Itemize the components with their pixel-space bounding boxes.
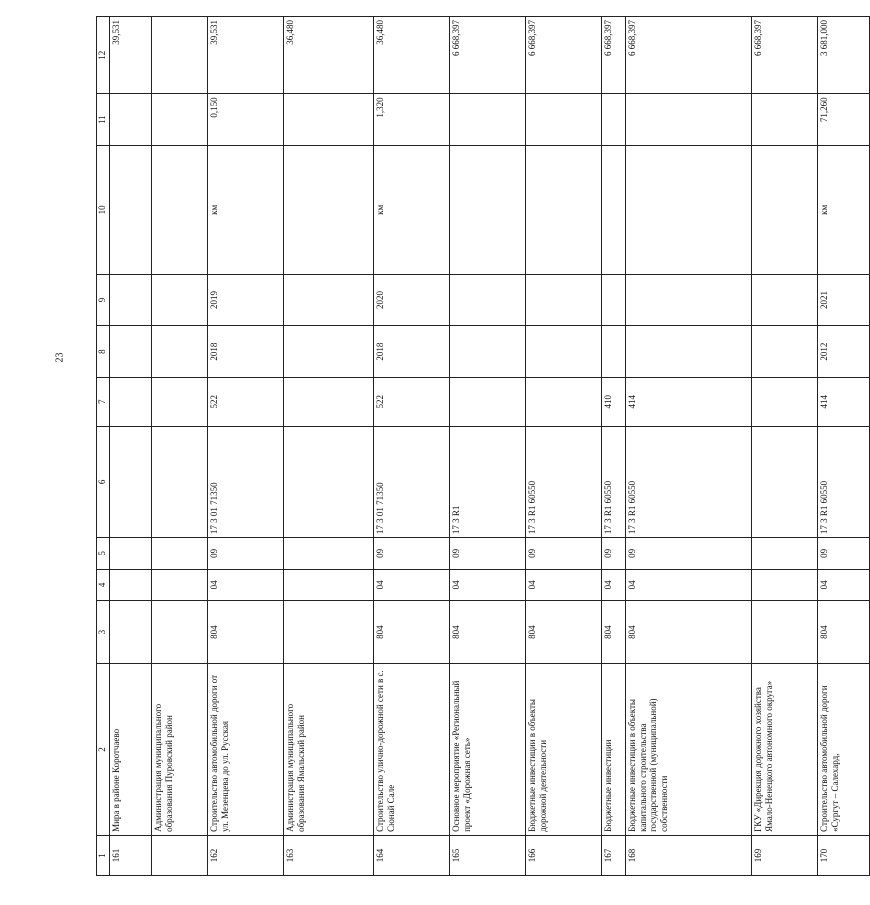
row-name: Строительство улично-дорожной сети в с. Сюнай Сале [374, 664, 450, 836]
col-9 [602, 274, 626, 326]
table-row [110, 17, 152, 876]
row-number: 167 [602, 835, 626, 875]
col-3: 804 [626, 601, 752, 664]
col-10 [602, 145, 626, 274]
col-11: 1,320 [374, 94, 450, 146]
col-9 [526, 274, 602, 326]
header-cell: 4 [97, 569, 110, 600]
col-5: 09 [602, 538, 626, 569]
col-10: км [374, 145, 450, 274]
col-3: 804 [818, 601, 870, 664]
row-name: Бюджетные инвестиции [602, 664, 626, 836]
col-6: 17 3 R1 60550 [626, 426, 752, 538]
col-7 [152, 377, 208, 426]
col-4: 04 [526, 569, 602, 600]
col-9 [626, 274, 752, 326]
header-cell: 12 [97, 17, 110, 94]
header-cell: 10 [97, 145, 110, 274]
col-9: 2021 [818, 274, 870, 326]
col-5 [152, 538, 208, 569]
row-name: Администрация муниципального образования Ямальский район [284, 664, 374, 836]
col-12: 36,480 [284, 17, 374, 94]
col-6 [110, 426, 152, 538]
col-7 [526, 377, 602, 426]
table-row [818, 17, 870, 876]
row-name: Бюджетные инвестиции в объекты дорожной деятельности [526, 664, 602, 836]
col-11: 0,150 [208, 94, 284, 146]
col-12: 6 668,397 [526, 17, 602, 94]
col-3: 804 [374, 601, 450, 664]
table-row [284, 17, 374, 876]
row-number: 166 [526, 835, 602, 875]
col-6: 17 3 01 71350 [208, 426, 284, 538]
col-12: 6 668,397 [626, 17, 752, 94]
col-3 [284, 601, 374, 664]
col-7: 410 [602, 377, 626, 426]
col-11 [284, 94, 374, 146]
header-cell: 3 [97, 601, 110, 664]
header-row [97, 17, 110, 876]
header-cell: 1 [97, 835, 110, 875]
header-cell: 11 [97, 94, 110, 146]
col-8 [752, 326, 818, 378]
col-12: 6 668,397 [752, 17, 818, 94]
table-row [152, 17, 208, 876]
col-5: 09 [374, 538, 450, 569]
row-number: 170 [818, 835, 870, 875]
col-12: 36,480 [374, 17, 450, 94]
col-4: 04 [602, 569, 626, 600]
col-8: 2018 [374, 326, 450, 378]
col-9: 2020 [374, 274, 450, 326]
row-name: Строительство автомобильной дороги «Сургут – Салехард, [818, 664, 870, 836]
col-9: 2019 [208, 274, 284, 326]
col-7 [450, 377, 526, 426]
col-10 [450, 145, 526, 274]
col-10 [752, 145, 818, 274]
col-4: 04 [374, 569, 450, 600]
col-11 [526, 94, 602, 146]
col-12: 39,531 [110, 17, 152, 94]
col-8 [450, 326, 526, 378]
col-8: 2012 [818, 326, 870, 378]
col-5: 09 [450, 538, 526, 569]
col-3 [752, 601, 818, 664]
col-5: 09 [208, 538, 284, 569]
row-name: Бюджетные инвестиции в объекты капитального строительства государственной (муниципальной) собственности [626, 664, 752, 836]
col-8 [626, 326, 752, 378]
table-row [450, 17, 526, 876]
col-9 [152, 274, 208, 326]
table-row [374, 17, 450, 876]
table-body [110, 17, 870, 876]
col-7: 414 [818, 377, 870, 426]
col-11 [110, 94, 152, 146]
col-12: 39,531 [208, 17, 284, 94]
col-3: 804 [526, 601, 602, 664]
header-cell: 7 [97, 377, 110, 426]
col-9 [284, 274, 374, 326]
col-6: 17 3 R1 60550 [526, 426, 602, 538]
col-10 [110, 145, 152, 274]
col-4: 04 [818, 569, 870, 600]
col-4 [152, 569, 208, 600]
col-6: 17 3 R1 60550 [602, 426, 626, 538]
col-8 [152, 326, 208, 378]
header-cell: 9 [97, 274, 110, 326]
budget-table [96, 16, 870, 876]
col-3 [152, 601, 208, 664]
header-cell: 5 [97, 538, 110, 569]
col-3: 804 [450, 601, 526, 664]
col-10: км [818, 145, 870, 274]
col-12: 3 681,000 [818, 17, 870, 94]
col-5 [110, 538, 152, 569]
row-name: ГКУ «Дирекция дорожного хозяйства Ямало-Ненецкого автономного округа» [752, 664, 818, 836]
col-12: 6 668,397 [602, 17, 626, 94]
col-4 [752, 569, 818, 600]
row-name: Мира в районе Коротчаево [110, 664, 152, 836]
table-row [602, 17, 626, 876]
row-number: 164 [374, 835, 450, 875]
col-3: 804 [208, 601, 284, 664]
col-8: 2018 [208, 326, 284, 378]
col-9 [450, 274, 526, 326]
row-number: 168 [626, 835, 752, 875]
col-6: 17 3 01 71350 [374, 426, 450, 538]
header-cell: 8 [97, 326, 110, 378]
row-number: 161 [110, 835, 152, 875]
col-5: 09 [818, 538, 870, 569]
col-11 [626, 94, 752, 146]
col-4: 04 [626, 569, 752, 600]
col-6: 17 3 R1 [450, 426, 526, 538]
page-number: 23 [54, 352, 66, 363]
row-number: 169 [752, 835, 818, 875]
col-8 [526, 326, 602, 378]
row-name: Основное мероприятие «Региональный проект «Дорожная сеть» [450, 664, 526, 836]
col-7 [284, 377, 374, 426]
table-row [752, 17, 818, 876]
row-number: 162 [208, 835, 284, 875]
col-9 [110, 274, 152, 326]
col-12 [152, 17, 208, 94]
table-row [626, 17, 752, 876]
col-7: 522 [208, 377, 284, 426]
header-cell: 6 [97, 426, 110, 538]
col-6 [284, 426, 374, 538]
col-11 [752, 94, 818, 146]
header-cell: 2 [97, 664, 110, 836]
col-12: 6 668,397 [450, 17, 526, 94]
col-4 [284, 569, 374, 600]
table-row [208, 17, 284, 876]
row-name: Строительство автомобильной дороги от ул. Мезенцева до ул. Русская [208, 664, 284, 836]
col-7: 414 [626, 377, 752, 426]
col-5 [284, 538, 374, 569]
row-number: 165 [450, 835, 526, 875]
col-5 [752, 538, 818, 569]
col-5: 09 [526, 538, 602, 569]
col-11: 71,260 [818, 94, 870, 146]
col-7: 522 [374, 377, 450, 426]
col-7 [752, 377, 818, 426]
col-8 [284, 326, 374, 378]
col-7 [110, 377, 152, 426]
col-4: 04 [450, 569, 526, 600]
col-6 [752, 426, 818, 538]
col-6 [152, 426, 208, 538]
col-10 [284, 145, 374, 274]
col-10 [626, 145, 752, 274]
row-number [152, 835, 208, 875]
col-11 [450, 94, 526, 146]
col-3: 804 [602, 601, 626, 664]
row-name: Администрация муниципального образования Пуровский район [152, 664, 208, 836]
col-5: 09 [626, 538, 752, 569]
col-9 [752, 274, 818, 326]
row-number: 163 [284, 835, 374, 875]
col-3 [110, 601, 152, 664]
col-10 [526, 145, 602, 274]
col-4 [110, 569, 152, 600]
col-11 [602, 94, 626, 146]
table-row [526, 17, 602, 876]
col-8 [602, 326, 626, 378]
col-4: 04 [208, 569, 284, 600]
col-10: км [208, 145, 284, 274]
col-6: 17 3 R1 60550 [818, 426, 870, 538]
col-10 [152, 145, 208, 274]
col-11 [152, 94, 208, 146]
col-8 [110, 326, 152, 378]
rotated-page-content [96, 16, 840, 876]
